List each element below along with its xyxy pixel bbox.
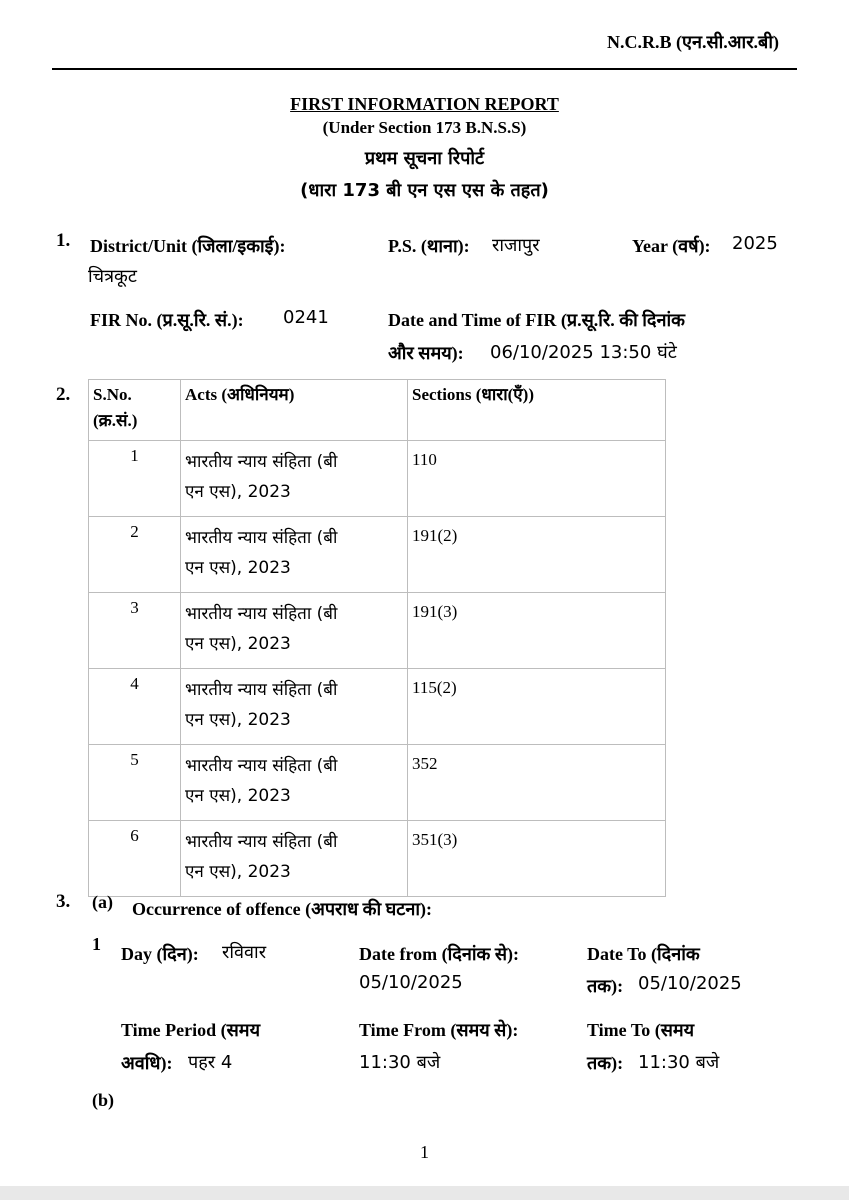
report-title: FIRST INFORMATION REPORT [290,94,559,114]
time-from-label: Time From (समय से): [359,1020,519,1040]
fir-datetime-label: Date and Time of FIR (प्र.सू.रि. की दिनांक [388,310,685,330]
bottom-bar [0,1186,849,1200]
ncrb-header: N.C.R.B (एन.सी.आर.बी) [607,32,779,52]
time-period-label: Time Period (समय [121,1020,261,1040]
row-section: 115(2) [408,669,666,745]
date-from-label: Date from (दिनांक से): [359,944,519,964]
header-sno-hindi: (क्र.सं.) [93,411,138,430]
row-act-line1: भारतीय न्याय संहिता (बी [185,528,338,548]
row-sno: 2 [89,517,181,593]
date-to-value: 05/10/2025 [638,973,742,994]
row-act [181,821,408,897]
time-to-label: Time To (समय [587,1020,695,1040]
table-row [89,821,666,897]
occurrence-item-number: 1 [92,934,101,954]
header-divider [52,68,797,70]
row-act-line2: एन एस), 2023 [185,862,291,882]
time-to-value: 11:30 बजे [638,1052,720,1073]
report-title-hindi: प्रथम सूचना रिपोर्ट [364,148,485,169]
table-row [89,441,666,517]
section-3-number: 3. [56,891,71,912]
row-sno: 1 [89,441,181,517]
row-sno: 6 [89,821,181,897]
table-row [89,517,666,593]
subsection-a: (a) [92,892,113,912]
row-act-line1: भारतीय न्याय संहिता (बी [185,832,338,852]
day-value: रविवार [222,942,267,963]
table-header-row [89,380,666,441]
row-sno: 3 [89,593,181,669]
row-sno: 4 [89,669,181,745]
row-act [181,669,408,745]
report-subtitle-hindi: (धारा 173 बी एन एस एस के तहत) [300,180,549,201]
year-value: 2025 [732,233,778,254]
header-sections: Sections (धारा(एँ)) [408,380,666,441]
header-sno-text: S.No. [93,385,132,404]
acts-sections-table [88,379,666,897]
row-act [181,745,408,821]
district-label: District/Unit (जिला/इकाई): [90,236,286,256]
fir-datetime-label-2: और समय): [388,343,464,363]
section-1-number: 1. [56,230,71,251]
fir-no-value: 0241 [283,307,329,328]
date-from-value: 05/10/2025 [359,972,463,993]
table-row [89,669,666,745]
ps-label: P.S. (थाना): [388,236,470,256]
report-subtitle: (Under Section 173 B.N.S.S) [322,118,527,137]
row-section: 352 [408,745,666,821]
row-act-line2: एन एस), 2023 [185,634,291,654]
ps-value: राजापुर [492,235,540,256]
row-act-line1: भारतीय न्याय संहिता (बी [185,680,338,700]
date-to-label: Date To (दिनांक [587,944,700,964]
row-act-line2: एन एस), 2023 [185,482,291,502]
page-number: 1 [420,1142,429,1162]
row-act-line1: भारतीय न्याय संहिता (बी [185,756,338,776]
section-2-number: 2. [56,384,71,405]
fir-no-label: FIR No. (प्र.सू.रि. सं.): [90,310,244,330]
occurrence-heading: Occurrence of offence (अपराध की घटना): [132,899,432,919]
row-act-line1: भारतीय न्याय संहिता (बी [185,604,338,624]
row-act-line1: भारतीय न्याय संहिता (बी [185,452,338,472]
time-period-label-2: अवधि): [121,1053,173,1073]
header-acts: Acts (अधिनियम) [181,380,408,441]
time-to-label-2: तक): [587,1053,624,1073]
row-sno: 5 [89,745,181,821]
header-sno [89,380,181,441]
date-to-label-2: तक): [587,976,624,996]
row-section: 110 [408,441,666,517]
row-act [181,441,408,517]
time-period-value: पहर 4 [188,1052,233,1073]
row-act-line2: एन एस), 2023 [185,786,291,806]
row-section: 351(3) [408,821,666,897]
row-act [181,517,408,593]
row-act-line2: एन एस), 2023 [185,710,291,730]
row-section: 191(3) [408,593,666,669]
day-label: Day (दिन): [121,944,199,964]
district-value: चित्रकूट [88,266,137,287]
table-row [89,745,666,821]
row-section: 191(2) [408,517,666,593]
time-from-value: 11:30 बजे [359,1052,441,1073]
fir-datetime-value: 06/10/2025 13:50 घंटे [490,342,677,363]
subsection-b: (b) [92,1090,114,1110]
row-act-line2: एन एस), 2023 [185,558,291,578]
table-row [89,593,666,669]
year-label: Year (वर्ष): [632,236,711,256]
row-act [181,593,408,669]
